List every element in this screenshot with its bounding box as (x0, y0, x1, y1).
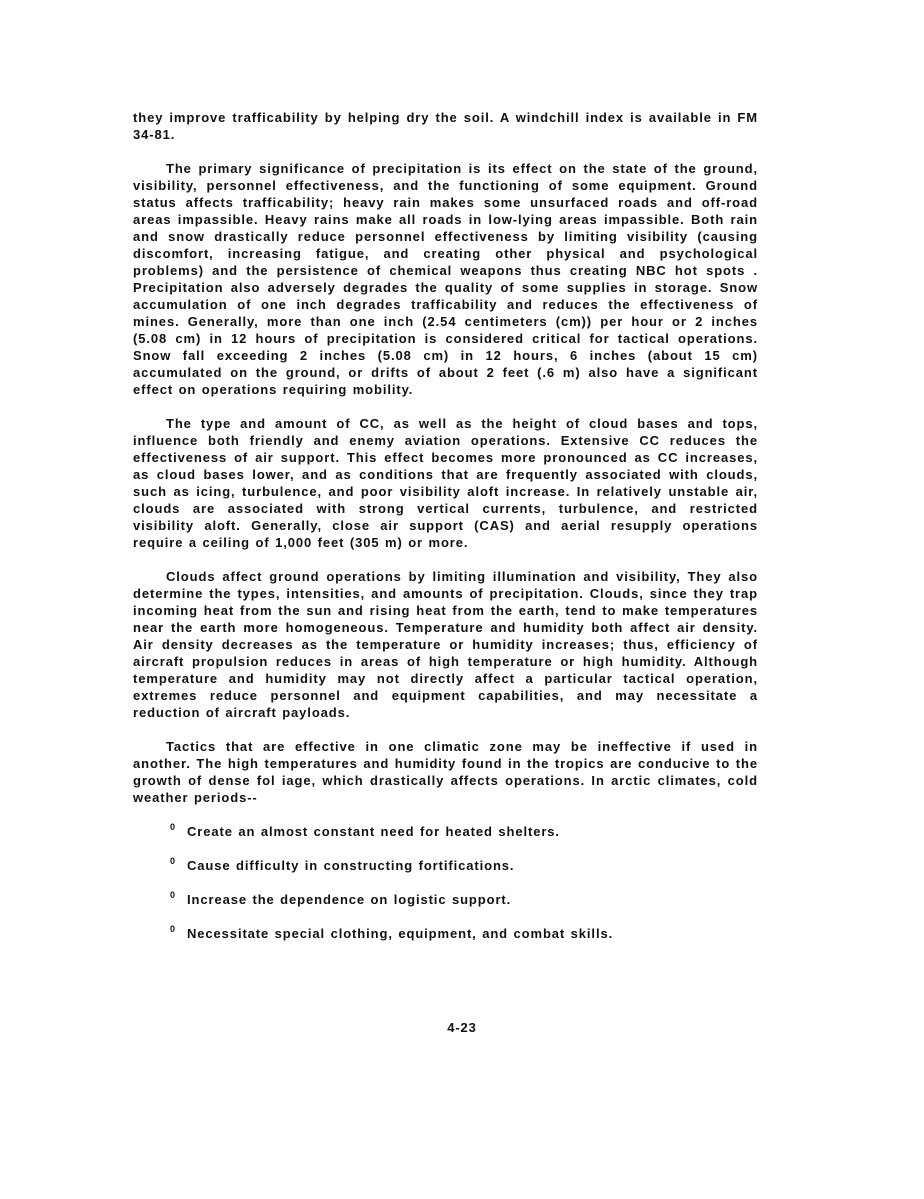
list-item (167, 823, 758, 840)
cold-weather-effects-list (133, 823, 758, 942)
list-item-text: Necessitate special clothing, equipment, and combat skills. (187, 926, 614, 941)
bullet-marker: 0 (170, 924, 176, 934)
paragraph-cloud-cover: The type and amount of CC, as well as the height of cloud bases and tops, influence both friendly and enemy aviation operations. Extensive CC reduces the effectiveness of air support. This effect becomes more pronounced as CC increases, as cloud bases lower, and as conditions that are frequently associated with clouds, such as icing, turbulence, and poor visibility aloft increase. In relatively unstable air, clouds are associated with strong vertical currents, turbulence, and restricted visibility aloft. Generally, close air support (CAS) and aerial resupply operations require a ceiling of 1,000 feet (305 m) or more. (133, 416, 758, 550)
bullet-marker: 0 (170, 822, 176, 832)
list-item (167, 891, 758, 908)
bullet-marker: 0 (170, 890, 176, 900)
paragraph-precipitation: The primary significance of precipitation is its effect on the state of the ground, visibility, personnel effectiveness, and the functioning of some equipment. Ground status affects trafficability; heavy rain makes some unsurfaced roads and off-road areas impassible. Heavy rains make all roads in low-lying areas impassible. Both rain and snow drastically reduce personnel effectiveness by limiting visibility (causing discomfort, increasing fatigue, and creating other physical and psychological problems) and the persistence of chemical weapons thus creating NBC hot spots . Precipitation also adversely degrades the quality of some supplies in storage. Snow accumulation of one inch degrades trafficability and reduces the effectiveness of mines. Generally, more than one inch (2.54 centimeters (cm)) per hour or 2 inches (5.08 cm) in 12 hours of precipitation is considered critical for tactical operations. Snow fall exceeding 2 inches (5.08 cm) in 12 hours, 6 inches (about 15 cm) accumulated on the ground, or drifts of about 2 feet (.6 m) also have a significant effect on operations requiring mobility. (133, 161, 758, 397)
list-item (167, 925, 758, 942)
paragraph-clouds-ground-operations: Clouds affect ground operations by limiting illumination and visibility, They also determine the types, intensities, and amounts of precipitation. Clouds, since they trap incoming heat from the sun and rising heat from the earth, tend to make temperatures near the earth more homogeneous. Temperature and humidity both affect air density. Air density decreases as the temperature or humidity increases; thus, efficiency of aircraft propulsion reduces in areas of high temperature or high humidity. Although temperature and humidity may not directly affect a particular tactical operation, extremes reduce personnel and equipment capabilities, and may necessitate a reduction of aircraft payloads. (133, 569, 758, 720)
list-item (167, 857, 758, 874)
list-item-text: Increase the dependence on logistic support. (187, 892, 512, 907)
bullet-marker: 0 (170, 856, 176, 866)
list-item-text: Cause difficulty in constructing fortifications. (187, 858, 515, 873)
paragraph-tactics-climatic-zones: Tactics that are effective in one climatic zone may be ineffective if used in another. The high temperatures and humidity found in the tropics are conducive to the growth of dense fol iage, which drastically affects operations. In arctic climates, cold weather periods-- (133, 739, 758, 805)
list-item-text: Create an almost constant need for heated shelters. (187, 824, 560, 839)
page-number: 4-23 (447, 1020, 477, 1035)
paragraph-continuation: they improve trafficability by helping dry the soil. A windchill index is available in FM 34-81. (133, 110, 758, 142)
body-text (133, 109, 758, 959)
